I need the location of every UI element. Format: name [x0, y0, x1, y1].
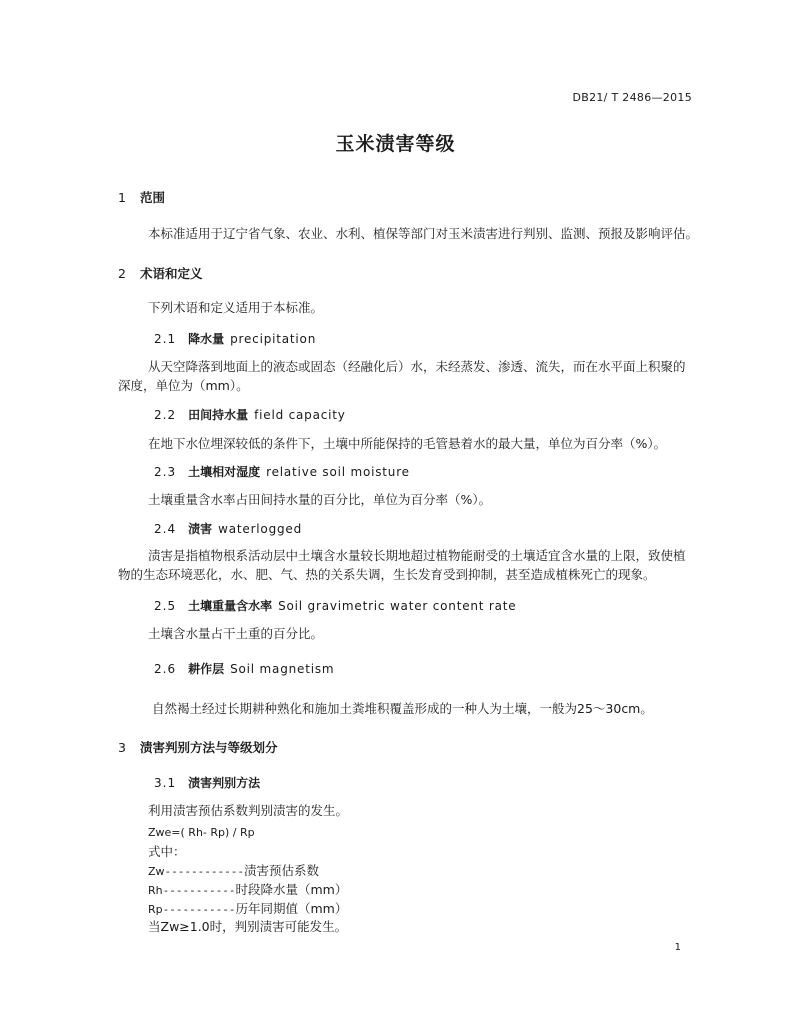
term-number: 2.1 [154, 332, 177, 346]
term-number: 2.5 [154, 599, 177, 613]
term-number: 2.3 [154, 465, 177, 479]
judgement-condition: 当Zw≥1.0时，判别渍害可能发生。 [148, 919, 348, 934]
subsection-title: 渍害判别方法 [188, 776, 261, 790]
section-3-intro: 利用渍害预估系数判别渍害的发生。 [148, 803, 349, 818]
term-en: field capacity [254, 408, 346, 422]
section-title: 范围 [140, 190, 166, 205]
term-zh: 田间持水量 [188, 408, 249, 422]
term-en: Soil gravimetric water content rate [278, 599, 517, 613]
term-zh: 渍害 [188, 522, 213, 536]
symbol: Zw [148, 865, 165, 878]
section-2-intro: 下列术语和定义适用于本标准。 [148, 300, 324, 315]
term-2-3-heading [154, 463, 410, 480]
term-en: waterlogged [218, 522, 303, 536]
section-title: 渍害判别方法与等级划分 [140, 740, 278, 755]
term-2-5-heading [154, 597, 516, 614]
section-number: 3 [118, 740, 126, 755]
subsection-number: 3.1 [154, 776, 177, 790]
page-number: 1 [674, 942, 681, 953]
term-number: 2.2 [154, 408, 177, 422]
subsection-3-1-heading [154, 774, 260, 791]
leader-dashes: ----------- [162, 884, 236, 897]
section-number: 1 [118, 190, 126, 205]
formula-where: 式中： [148, 844, 186, 859]
section-2-heading [118, 264, 203, 282]
document-title: 玉米渍害等级 [335, 133, 456, 155]
term-en: precipitation [230, 332, 317, 346]
section-title: 术语和定义 [140, 266, 203, 281]
leader-dashes: ------------ [164, 865, 245, 878]
term-2-4-definition: 渍害是指植物根系活动层中土壤含水量较长期地超过植物能耐受的土壤适宜含水量的上限，致使植物的生态环境恶化，水、肥、气、热的关系失调，生长发育受到抑制，甚至造成植株死亡的现象。 [118, 548, 686, 582]
term-number: 2.4 [154, 522, 177, 536]
term-zh: 降水量 [188, 332, 225, 346]
definition-rp [148, 899, 347, 919]
definition-rh [148, 880, 347, 900]
definition-zw [148, 861, 319, 881]
term-en: relative soil moisture [266, 465, 410, 479]
section-3-heading [118, 738, 278, 756]
term-zh: 耕作层 [188, 662, 225, 676]
term-2-1-heading [154, 330, 316, 347]
term-zh: 土壤相对湿度 [188, 465, 261, 479]
term-2-1-definition: 从天空降落到地面上的液态或固态（经融化后）水，未经蒸发、渗透、流失，而在水平面上积聚的深度，单位为（mm）。 [118, 359, 686, 393]
leader-dashes: ----------- [162, 903, 236, 916]
term-zh: 土壤重量含水率 [188, 599, 273, 613]
formula: Zwe=( Rh- Rp) / Rp [148, 826, 255, 839]
term-2-5-definition: 土壤含水量占干土重的百分比。 [148, 626, 324, 641]
term-en: Soil magnetism [230, 662, 335, 676]
symbol-description: 历年同期值（mm） [235, 901, 348, 916]
section-1-heading [118, 188, 165, 206]
symbol-description: 渍害预估系数 [244, 863, 320, 878]
symbol: Rh [148, 884, 163, 897]
section-number: 2 [118, 266, 126, 281]
term-2-2-heading [154, 406, 346, 423]
symbol: Rp [148, 903, 163, 916]
term-2-4-heading [154, 520, 302, 537]
term-2-6-heading [154, 660, 334, 677]
section-1-text: 本标准适用于辽宁省气象、农业、水利、植保等部门对玉米渍害进行判别、监测、预报及影响评估。 [148, 226, 699, 241]
term-2-2-definition: 在地下水位埋深较低的条件下，土壤中所能保持的毛管悬着水的最大量，单位为百分率（%）。 [148, 436, 667, 451]
symbol-description: 时段降水量（mm） [235, 882, 348, 897]
term-2-3-definition: 土壤重量含水率占田间持水量的百分比，单位为百分率（%）。 [148, 492, 492, 507]
document-code: DB21/ T 2486—2015 [572, 91, 692, 104]
term-number: 2.6 [154, 662, 177, 676]
term-2-6-definition: 自然褐土经过长期耕种熟化和施加土粪堆积覆盖形成的一种人为土壤，一般为25～30cm。 [152, 701, 653, 716]
